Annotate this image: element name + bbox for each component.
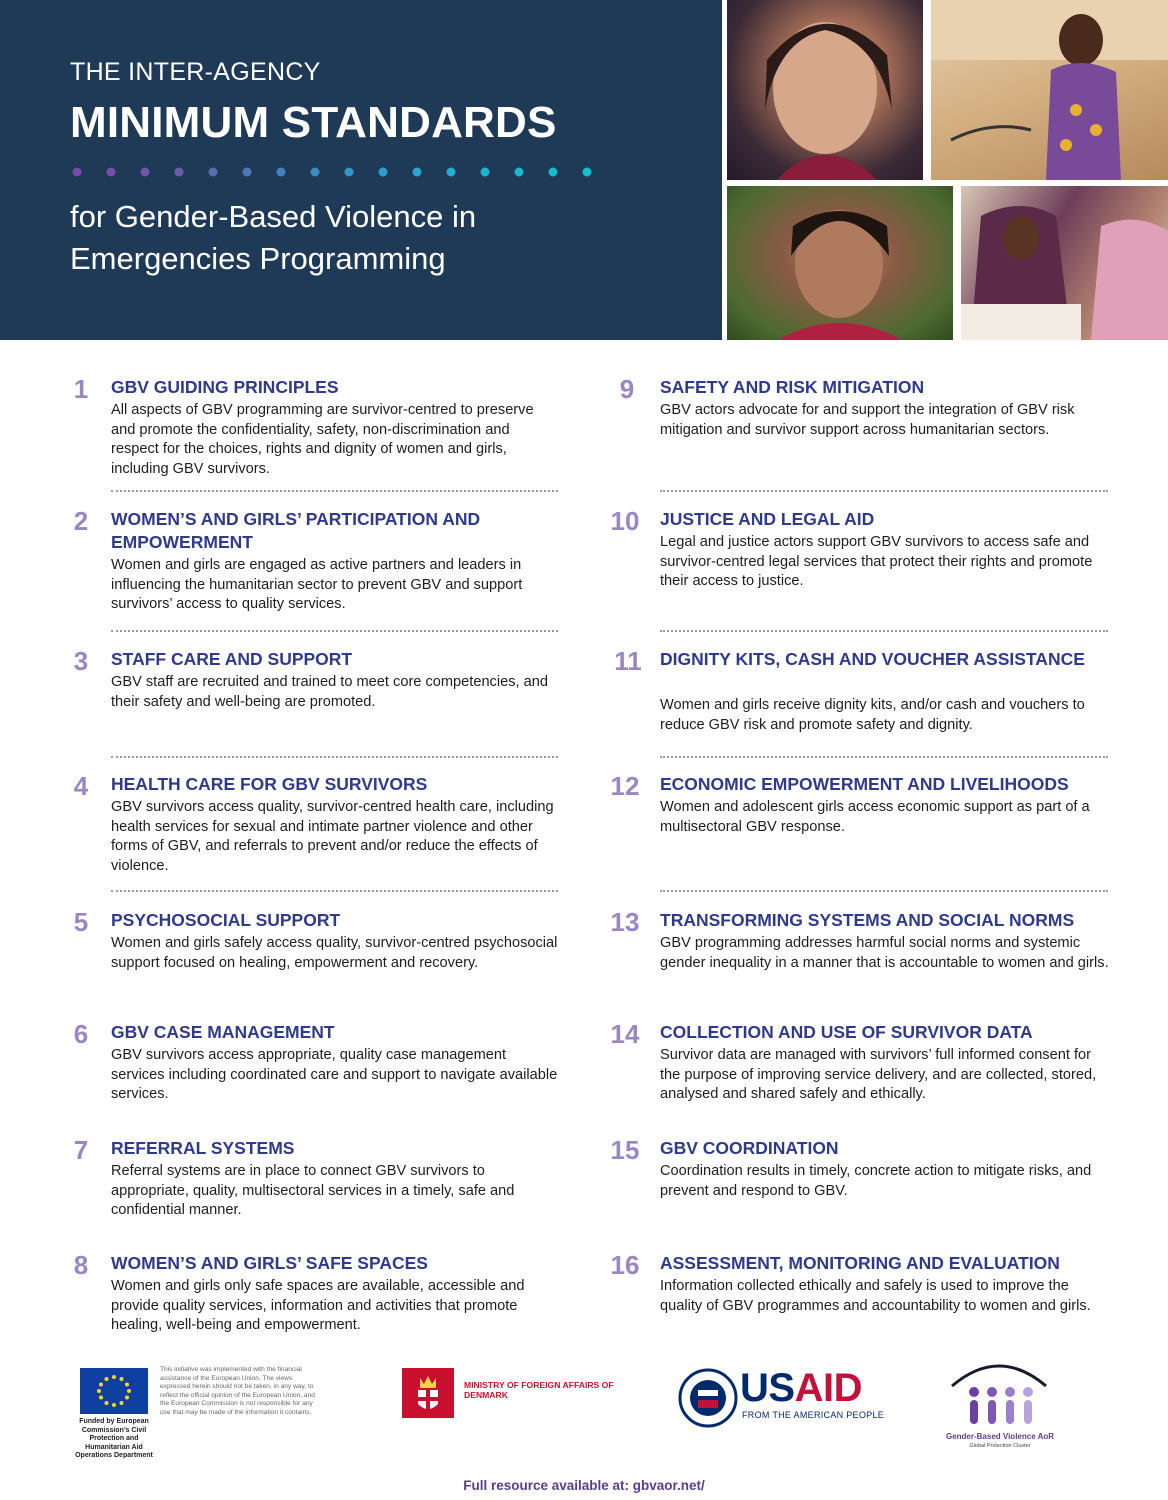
dotted-separator	[111, 756, 558, 758]
standard-description: Survivor data are managed with survivors’ full informed consent for the purpose of improving service delivery, and are collected, stored, analysed and shared safely and ethically.	[660, 1047, 1097, 1102]
usaid-seal-icon	[678, 1368, 738, 1428]
usaid-us: US	[740, 1366, 795, 1410]
subtitle	[70, 196, 690, 280]
standard-title: HEALTH CARE FOR GBV SURVIVORS	[111, 774, 428, 794]
standard-title: GBV GUIDING PRINCIPLES	[111, 377, 339, 397]
title-panel	[0, 0, 722, 340]
denmark-ministry-name: MINISTRY OF FOREIGN AFFAIRS OF DENMARK	[464, 1380, 614, 1400]
usaid-tagline: FROM THE AMERICAN PEOPLE	[742, 1410, 885, 1420]
usaid-aid: AID	[794, 1366, 862, 1410]
standard-description: GBV actors advocate for and support the integration of GBV risk mitigation and survivor support across humanitarian sectors.	[660, 402, 1075, 438]
standard-description: Coordination results in timely, concrete action to mitigate risks, and prevent and respond to GBV.	[660, 1163, 1092, 1199]
standard-number: 16	[610, 1250, 640, 1280]
standard-description: Information collected ethically and safely is used to improve the quality of GBV programmes and accountability to women and girls.	[660, 1278, 1091, 1314]
photo-smiling-girl	[727, 0, 923, 180]
standard-number: 3	[73, 646, 89, 676]
standard-number: 10	[610, 506, 640, 536]
standard-title: JUSTICE AND LEGAL AID	[660, 509, 875, 529]
standard-description: All aspects of GBV programming are survivor-centred to preserve and promote the confidentiality, safety, non-discrimination and respect for the choices, rights and dignity of women and girls, including GBV survivors.	[111, 402, 534, 477]
standard-number: 5	[73, 907, 89, 937]
dotted-separator	[660, 890, 1108, 892]
denmark-crest-logo	[402, 1368, 454, 1418]
standard-description: Women and adolescent girls access economic support as part of a multisectoral GBV response.	[660, 799, 1090, 835]
standard-title: WOMEN’S AND GIRLS’ PARTICIPATION AND EMPOWERMENT	[111, 509, 481, 552]
eu-funding-caption: Funded by European Commission’s Civil Protection and Humanitarian Aid Operations Department	[75, 1418, 153, 1459]
dotted-separator	[111, 490, 558, 492]
standard-description: Women and girls only safe spaces are available, accessible and provide quality services, information and activities that promote healing, well-being and empowerment.	[111, 1278, 525, 1333]
header-banner	[0, 0, 1168, 340]
standard-number: 4	[73, 771, 89, 801]
full-resource-link[interactable]: Full resource available at: gbvaor.net/	[463, 1478, 705, 1493]
standard-description: Women and girls are engaged as active partners and leaders in influencing the humanitarian sector to prevent GBV and support survivors’ access to quality services.	[111, 557, 523, 612]
gbv-aor-people-icon	[944, 1352, 1054, 1432]
standard-number: 8	[73, 1250, 89, 1280]
standard-number: 1	[73, 374, 89, 404]
dotted-separator	[660, 756, 1108, 758]
crown-icon	[402, 1368, 454, 1418]
dotted-separator	[111, 630, 558, 632]
standard-title: ECONOMIC EMPOWERMENT AND LIVELIHOODS	[660, 774, 1069, 794]
subtitle-line-2: Emergencies Programming	[70, 241, 446, 276]
standard-description: Legal and justice actors support GBV survivors to access safe and survivor-centred legal services that protect their rights and promote their access to justice.	[660, 534, 1093, 589]
standard-number: 12	[610, 771, 640, 801]
usaid-wordmark	[740, 1366, 862, 1411]
standard-number: 9	[619, 374, 635, 404]
standard-number: 2	[73, 506, 89, 536]
standard-title: REFERRAL SYSTEMS	[111, 1138, 295, 1158]
dotted-separator	[111, 890, 558, 892]
standard-description: Women and girls receive dignity kits, and/or cash and vouchers to reduce GBV risk and promote safety and dignity.	[660, 697, 1085, 733]
dot-divider	[70, 165, 600, 179]
standard-title: STAFF CARE AND SUPPORT	[111, 649, 353, 669]
standard-description: Referral systems are in place to connect GBV survivors to appropriate, quality, multisectoral services in a timely, safe and confidential manner.	[111, 1163, 515, 1218]
standard-description: Women and girls safely access quality, survivor-centred psychosocial support focused on healing, empowerment and recovery.	[111, 935, 558, 971]
standard-description: GBV programming addresses harmful social norms and systemic gender inequality in a manner that is accountable to women and girls.	[660, 935, 1109, 971]
main-title: MINIMUM STANDARDS	[70, 98, 557, 147]
eu-flag-logo	[80, 1368, 148, 1414]
gbv-aor-name: Gender-Based Violence AoR	[945, 1432, 1055, 1441]
standard-number: 6	[73, 1019, 89, 1049]
standard-title: DIGNITY KITS, CASH AND VOUCHER ASSISTANCE	[660, 649, 1085, 669]
dotted-separator	[660, 490, 1108, 492]
standard-title: PSYCHOSOCIAL SUPPORT	[111, 910, 341, 930]
standard-title: GBV COORDINATION	[660, 1138, 839, 1158]
standard-title: TRANSFORMING SYSTEMS AND SOCIAL NORMS	[660, 910, 1075, 930]
eu-disclaimer: This initiative was implemented with the financial assistance of the European Union. The views expressed herein should not be taken, in any way, to reflect the official opinion of the European Union, and the European Commission is not responsible for any use that may be made of the information it contains.	[160, 1366, 315, 1416]
standard-description: GBV survivors access quality, survivor-centred health care, including health services for sexual and intimate partner violence and other forms of GBV, and referrals to prevent and/or reduce the effects of violence.	[111, 799, 554, 874]
dotted-separator	[660, 630, 1108, 632]
standard-number: 14	[610, 1019, 640, 1049]
standard-number: 13	[610, 907, 640, 937]
eu-stars-icon	[80, 1368, 148, 1414]
standard-number: 15	[610, 1135, 640, 1165]
title-line-1: THE INTER-AGENCY	[70, 58, 321, 86]
photo-girl-with-bicycle	[931, 0, 1168, 180]
standard-number: 11	[614, 646, 642, 676]
standard-description: GBV staff are recruited and trained to meet core competencies, and their safety and well-being are promoted.	[111, 674, 548, 710]
photo-woman-portrait	[727, 186, 953, 340]
subtitle-line-1: for Gender-Based Violence in	[70, 199, 477, 234]
standard-title: COLLECTION AND USE OF SURVIVOR DATA	[660, 1022, 1033, 1042]
standard-title: GBV CASE MANAGEMENT	[111, 1022, 335, 1042]
photo-girls-writing	[961, 186, 1168, 340]
standard-title: SAFETY AND RISK MITIGATION	[660, 377, 925, 397]
standard-title: WOMEN’S AND GIRLS’ SAFE SPACES	[111, 1253, 428, 1273]
standard-title: ASSESSMENT, MONITORING AND EVALUATION	[660, 1253, 1060, 1273]
gbv-aor-subtitle: Global Protection Cluster	[969, 1443, 1031, 1449]
standard-number: 7	[73, 1135, 89, 1165]
standard-description: GBV survivors access appropriate, quality case management services including coordinated care and support to navigate available services.	[111, 1047, 558, 1102]
